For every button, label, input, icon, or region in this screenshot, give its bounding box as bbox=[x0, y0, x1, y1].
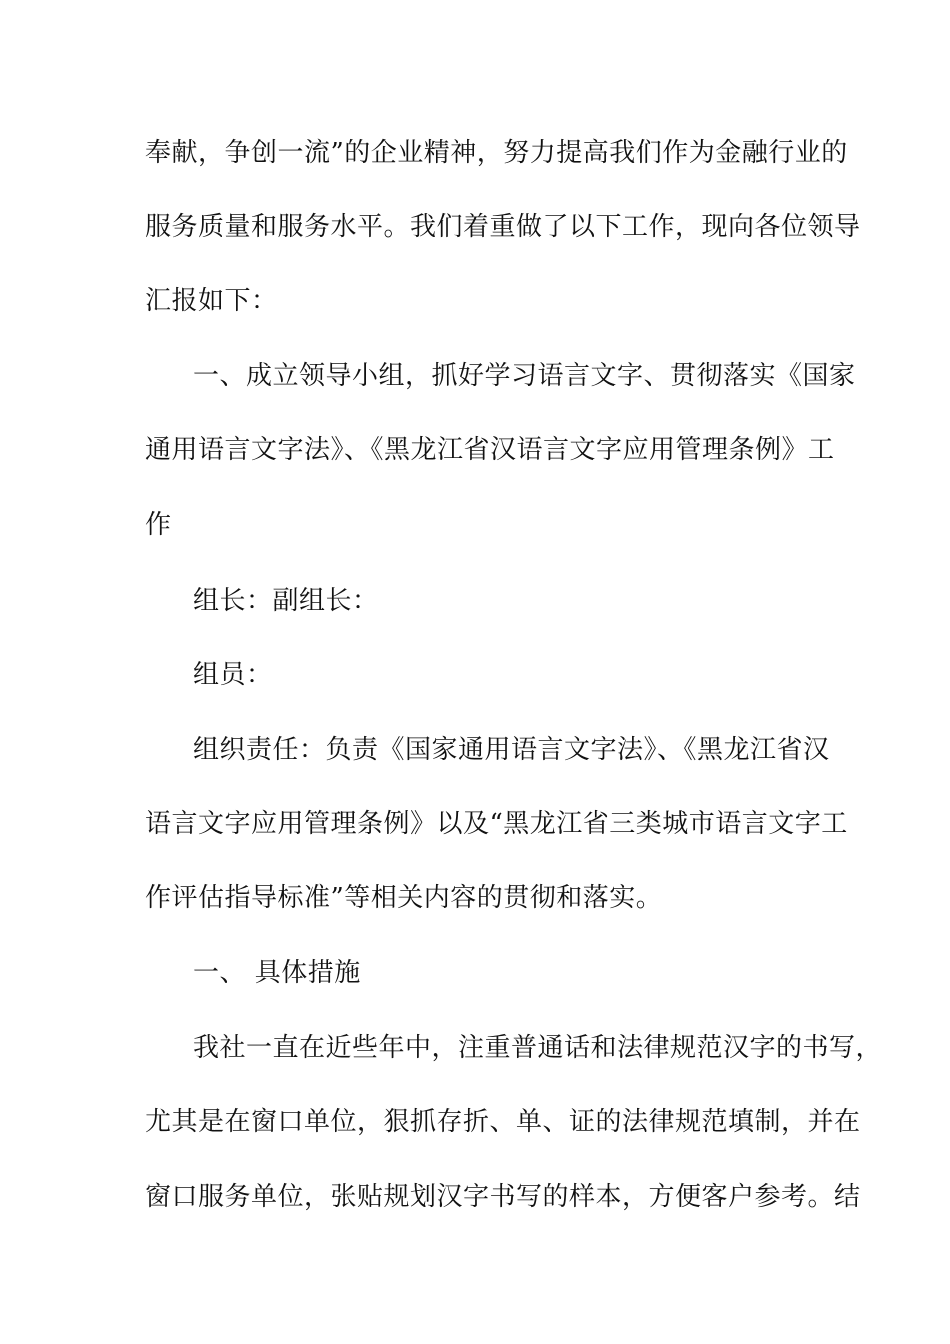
body-text-line: 奉献，争创一流”的企业精神，努力提高我们作为金融行业的 bbox=[145, 138, 848, 168]
group-members-line: 组员： bbox=[193, 660, 273, 690]
group-leader-line: 组长：副组长： bbox=[193, 586, 379, 616]
body-text-line: 通用语言文字法》、《黑龙江省汉语言文字应用管理条例》工 bbox=[145, 435, 835, 465]
body-text-line: 语言文字应用管理条例》以及“黑龙江省三类城市语言文字工 bbox=[145, 809, 848, 839]
body-text-line: 服务质量和服务水平。我们着重做了以下工作，现向各位领导 bbox=[145, 212, 861, 242]
section-heading-2: 一、 具体措施 bbox=[193, 958, 361, 988]
section-heading-1: 一、成立领导小组，抓好学习语言文字、贯彻落实《国家 bbox=[193, 361, 856, 391]
body-text-line: 汇报如下： bbox=[145, 286, 278, 316]
body-text-line: 组织责任：负责《国家通用语言文字法》、《黑龙江省汉 bbox=[193, 735, 830, 765]
body-text-line: 窗口服务单位，张贴规划汉字书写的样本，方便客户参考。结 bbox=[145, 1182, 861, 1212]
body-text-line: 作评估指导标准”等相关内容的贯彻和落实。 bbox=[145, 883, 663, 913]
body-text-line: 我社一直在近些年中，注重普通话和法律规范汉字的书写， bbox=[193, 1033, 883, 1063]
body-text-line: 尤其是在窗口单位，狠抓存折、单、证的法律规范填制，并在 bbox=[145, 1107, 861, 1137]
body-text-line: 作 bbox=[145, 510, 172, 540]
